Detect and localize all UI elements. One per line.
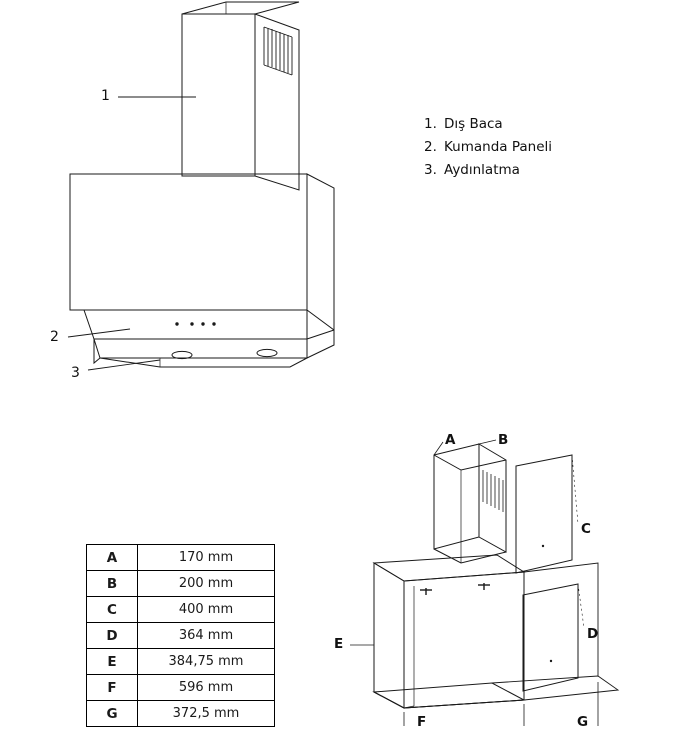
dimension-value-e: 384,75 mm [138, 649, 275, 675]
callout-leader-lines [68, 97, 196, 370]
table-row [87, 649, 275, 675]
dimension-key-g: G [87, 701, 138, 727]
dimension-dot-c [542, 545, 544, 547]
table-row [87, 701, 275, 727]
callout-number-3: 3 [71, 365, 80, 381]
dimension-key-e: E [87, 649, 138, 675]
dimension-key-c: C [87, 597, 138, 623]
dimension-label-a: A [445, 432, 456, 448]
dimension-box-d [523, 584, 584, 691]
dimension-value-f: 596 mm [138, 675, 275, 701]
legend-item-1-number: 1. [424, 116, 437, 132]
hood-fasteners [420, 583, 490, 595]
exploded-chimney [434, 444, 506, 563]
dimension-label-e: E [334, 636, 344, 652]
dimension-key-b: B [87, 571, 138, 597]
chimney-top-edge [182, 2, 299, 14]
exploded-hood-body [374, 555, 618, 708]
table-row [87, 597, 275, 623]
lamp-ovals [172, 349, 277, 358]
table-row [87, 675, 275, 701]
dimension-key-a: A [87, 545, 138, 571]
callout-number-1: 1 [101, 88, 110, 104]
dimension-label-d: D [587, 626, 599, 642]
dimension-value-b: 200 mm [138, 571, 275, 597]
legend-item-3 [424, 159, 644, 182]
dimension-key-f: F [87, 675, 138, 701]
dimension-label-b: B [498, 432, 509, 448]
hood-underside [94, 330, 334, 367]
dimension-value-a: 170 mm [138, 545, 275, 571]
dimension-key-d: D [87, 623, 138, 649]
table-row [87, 571, 275, 597]
legend-item-3-number: 3. [424, 162, 437, 178]
dimension-label-c: C [581, 521, 591, 537]
dimension-value-c: 400 mm [138, 597, 275, 623]
control-panel-band [84, 310, 334, 339]
hood-glass-side [307, 174, 334, 330]
dimension-leaders-efg [350, 645, 598, 726]
legend-item-3-label: Aydınlatma [444, 162, 520, 178]
dimension-table [86, 544, 275, 727]
callout-number-2: 2 [50, 329, 59, 345]
hood-glass-panel [70, 174, 307, 310]
parts-legend [424, 113, 644, 182]
chimney-side-face [255, 14, 299, 190]
table-row [87, 545, 275, 571]
table-row [87, 623, 275, 649]
chimney-vent-slots [264, 27, 292, 75]
dimension-label-f: F [417, 714, 427, 730]
dimension-value-g: 372,5 mm [138, 701, 275, 727]
legend-item-2 [424, 136, 644, 159]
dimension-label-g: G [577, 714, 589, 730]
control-buttons [175, 322, 215, 325]
legend-item-2-label: Kumanda Paneli [444, 139, 553, 155]
dimension-dot-d [550, 660, 552, 662]
legend-item-2-number: 2. [424, 139, 437, 155]
legend-item-1-label: Dış Baca [444, 116, 503, 132]
exploded-chimney-vent [483, 470, 503, 512]
dimension-leaders-ab [434, 440, 496, 455]
dimension-value-d: 364 mm [138, 623, 275, 649]
dimension-box-c [516, 455, 578, 573]
legend-item-1 [424, 113, 644, 136]
chimney-front-face [182, 14, 255, 176]
